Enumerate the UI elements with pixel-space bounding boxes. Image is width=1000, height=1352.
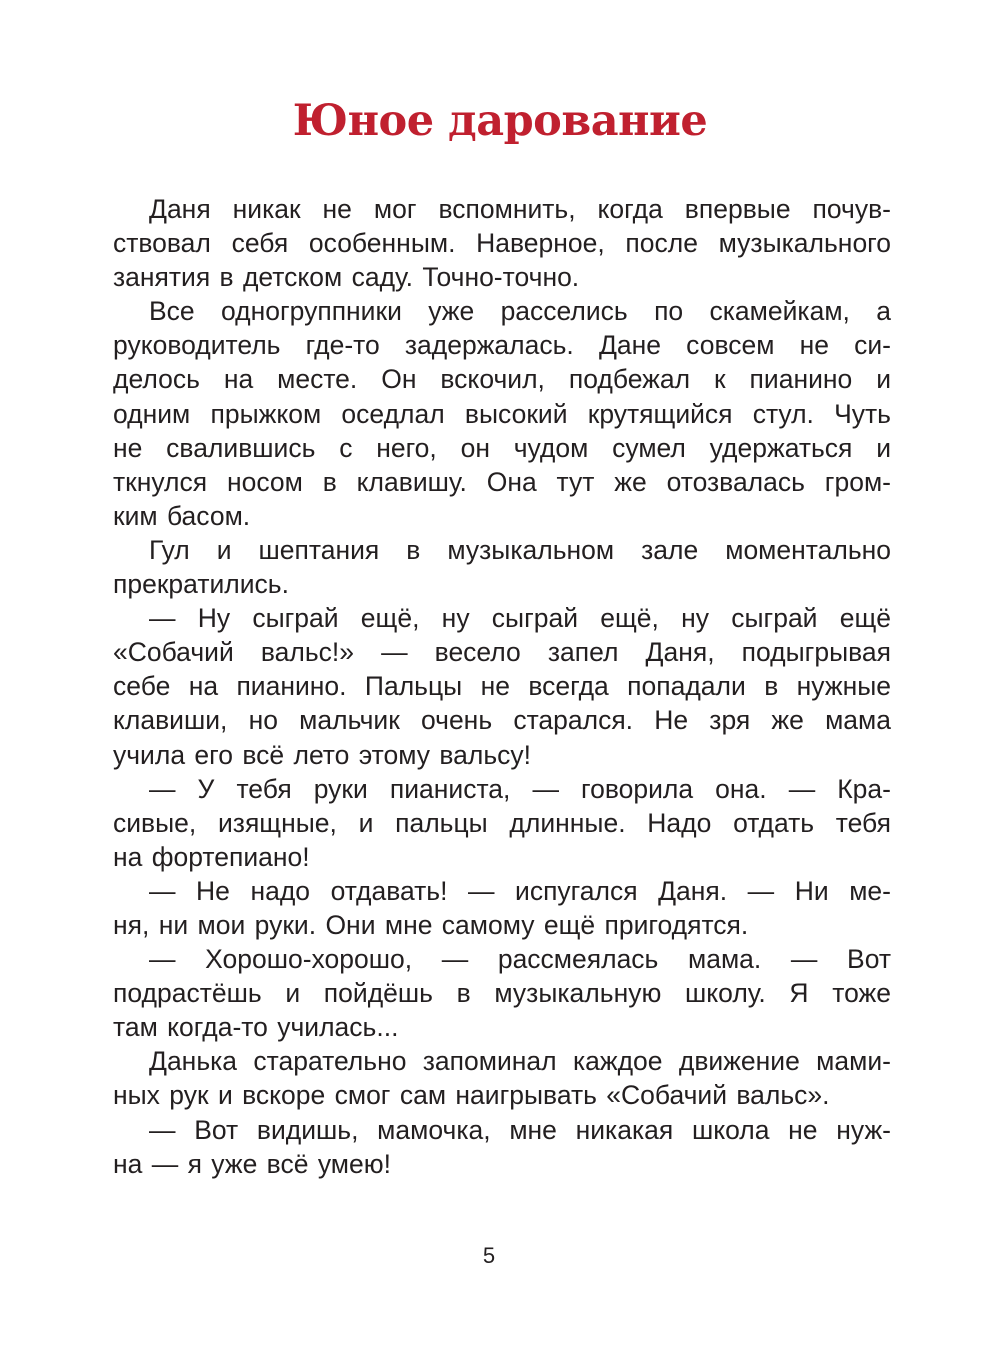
text-line: занятия в детском саду. Точно-точно. (113, 262, 580, 293)
paragraph (113, 533, 891, 601)
text-line: одним прыжком оседлал высокий крутящийся стул. Чуть (113, 398, 891, 429)
text-line: делось на месте. Он вскочил, подбежал к пианино и (113, 364, 891, 395)
text-line: ня, ни мои руки. Они мне самому ещё пригодятся. (113, 909, 749, 940)
text-line: на — я уже всё умею! (113, 1148, 391, 1179)
text-line: Даня никак не мог вспомнить, когда впервые почув- (149, 194, 891, 224)
text-line: сивые, изящные, и пальцы длинные. Надо отдать тебя (113, 807, 891, 838)
text-line: не свалившись с него, он чудом сумел удержаться и (113, 432, 891, 463)
text-line: ствовал себя особенным. Наверное, после музыкального (113, 228, 891, 259)
paragraph (113, 601, 891, 771)
text-line: себе на пианино. Пальцы не всегда попадали в нужные (113, 671, 891, 702)
paragraph (113, 772, 891, 874)
paragraph (113, 942, 891, 1044)
text-line: — У тебя руки пианиста, — говорила она. — Кра- (149, 773, 891, 804)
text-line: там когда-то училась... (113, 1012, 399, 1043)
text-line: — Вот видишь, мамочка, мне никакая школа не нуж- (149, 1114, 891, 1145)
paragraph (113, 192, 891, 294)
text-line: ных рук и вскоре смог сам наигрывать «Собачий вальс». (113, 1080, 830, 1111)
text-line: Гул и шептания в музыкальном зале моментально (149, 534, 891, 565)
page-number: 5 (482, 1243, 496, 1268)
text-line: — Ну сыграй ещё, ну сыграй ещё, ну сыграй ещё (149, 603, 891, 634)
text-line: «Собачий вальс!» — весело запел Даня, подыгрывая (113, 637, 891, 668)
text-line: клавиши, но мальчик очень старался. Не зря же мама (113, 705, 891, 736)
paragraph (113, 874, 891, 942)
text-line: прекратились. (113, 569, 289, 600)
text-line: Данька старательно запоминал каждое движение мами- (149, 1046, 891, 1077)
text-line: на фортепиано! (113, 841, 310, 872)
paragraph (113, 1044, 891, 1112)
story-text (113, 192, 891, 1181)
text-line: ткнулся носом в клавишу. Она тут же отозвалась гром- (113, 466, 891, 497)
text-line: подрастёшь и пойдёшь в музыкальную школу. Я тоже (113, 978, 891, 1009)
text-line: — Не надо отдавать! — испугался Даня. — Ни ме- (149, 875, 891, 906)
text-line: руководитель где-то задержалась. Дане совсем не си- (113, 330, 891, 361)
text-line: — Хорошо-хорошо, — рассмеялась мама. — Вот (149, 944, 891, 975)
chapter-title: Юное дарование (292, 96, 708, 146)
text-line: учила его всё лето этому вальсу! (113, 739, 532, 770)
text-line: Все одногруппники уже расселись по скамейкам, а (149, 296, 891, 327)
paragraph (113, 1113, 891, 1181)
paragraph (113, 294, 891, 533)
text-line: ким басом. (113, 500, 251, 531)
